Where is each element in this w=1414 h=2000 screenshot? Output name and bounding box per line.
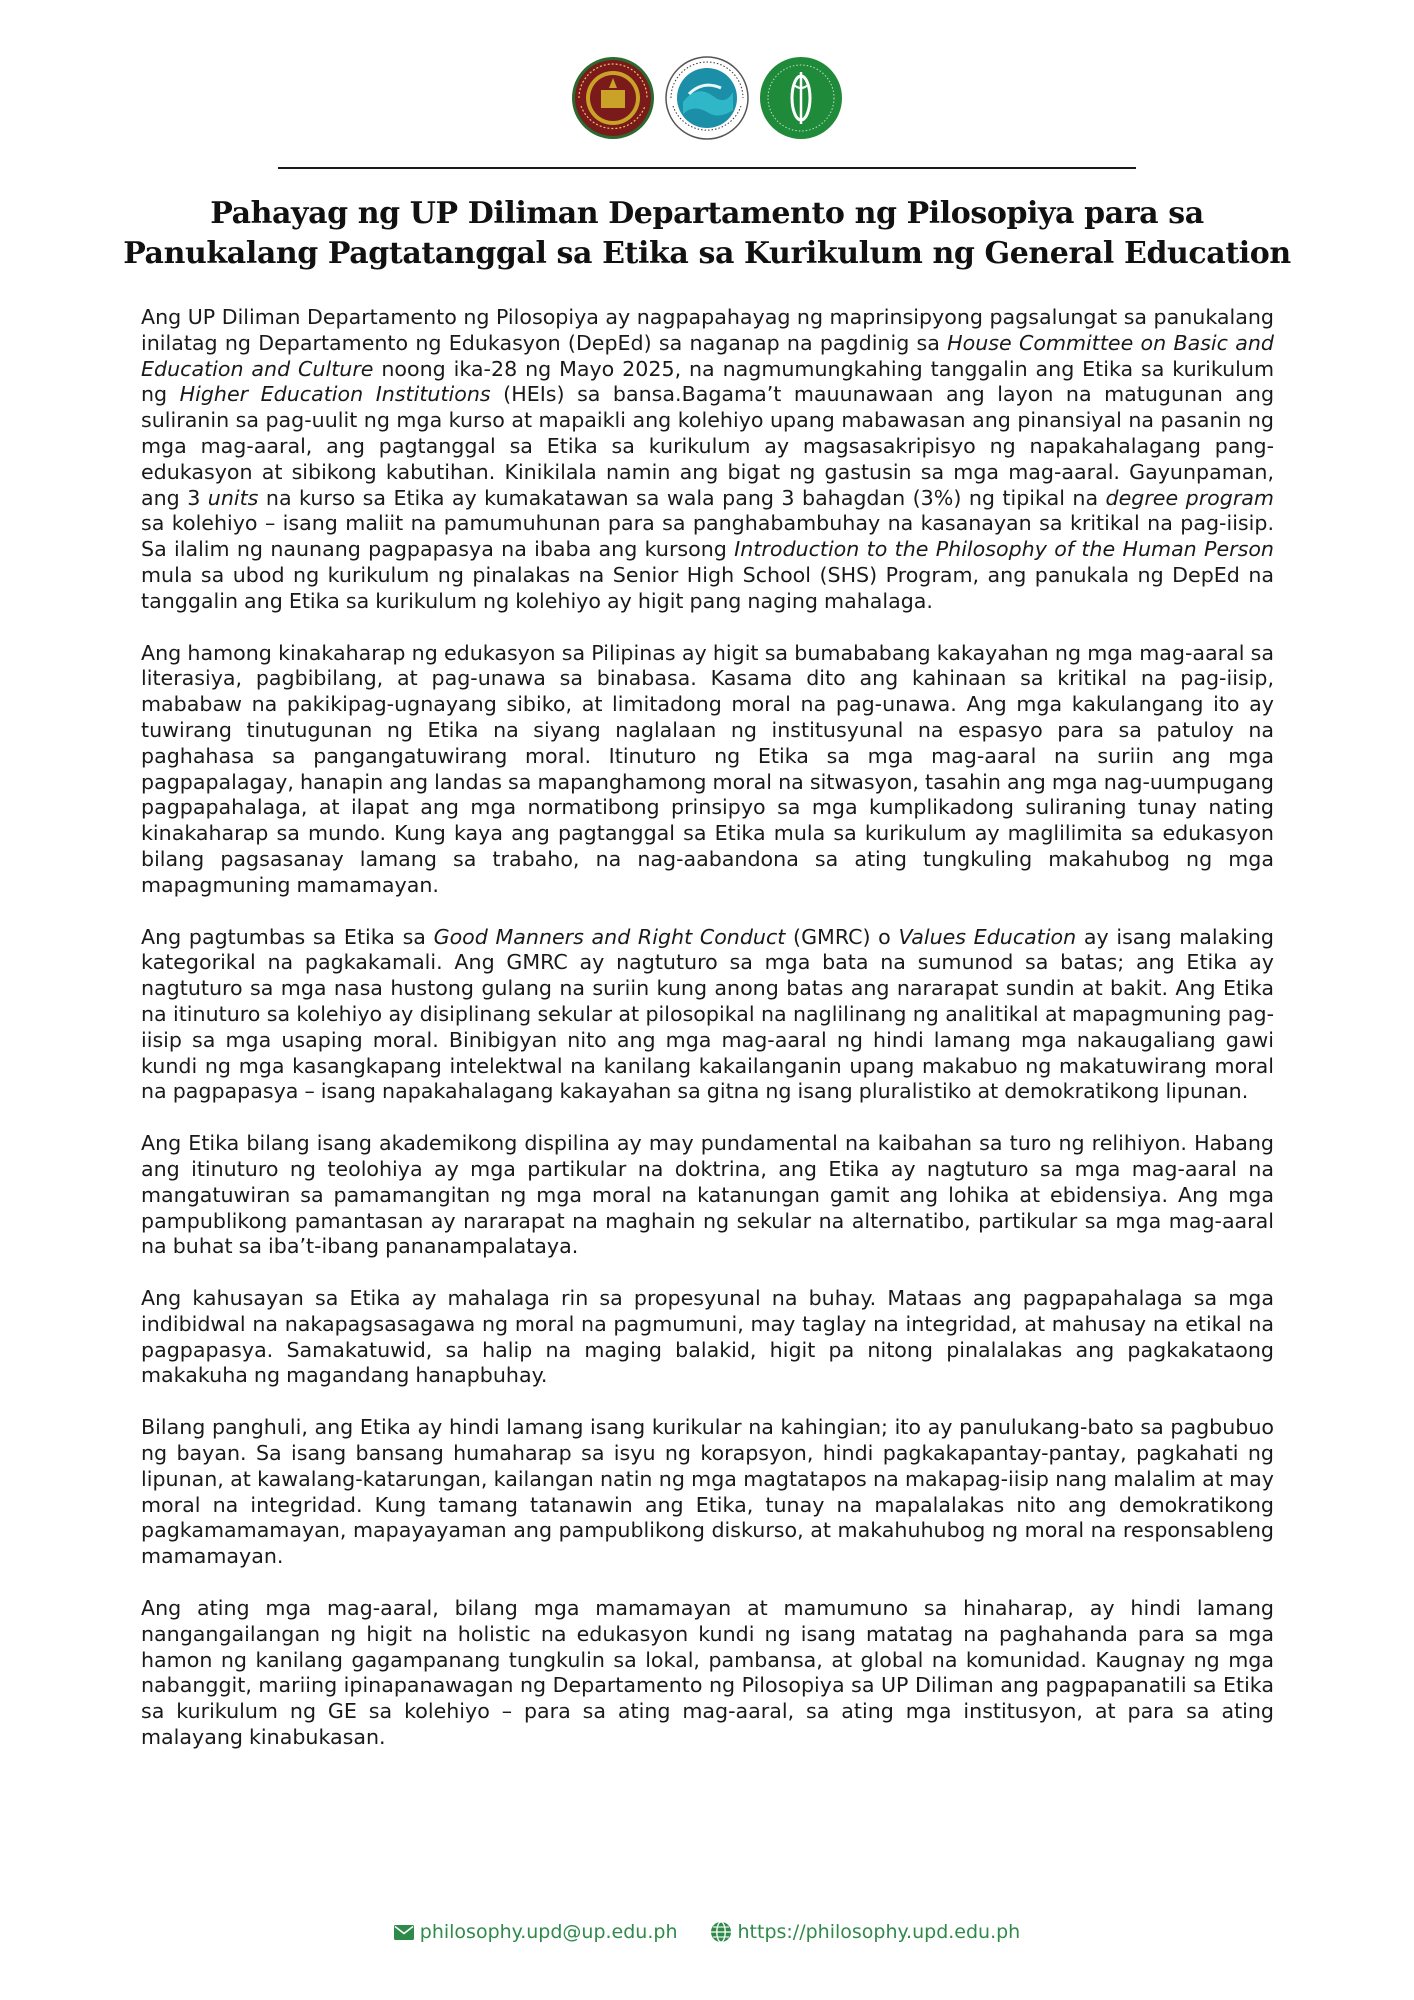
body-paragraph — [141, 1596, 1274, 1751]
document-title — [90, 194, 1324, 274]
text-segment: Ang Etika bilang isang akademikong dispilina ay may pundamental na kaibahan sa turo ng relihiyon. Habang ang itinuturo ng teolohiya ay mga partikular na doktrina, ang Etika ay nagtuturo sa mga mag-aaral na mangatuwiran sa pamamangitan ng mga moral na katanungan gamit ang lohika at ebidensiya. Ang mga pampublikong pamantasan ay nararapat na maghain ng sekular na alternatibo, partikular sa mga mag-aaral na buhat sa iba’t-ibang pananampalataya. — [141, 1131, 1274, 1259]
department-seal-logo — [757, 54, 845, 142]
body-paragraph — [141, 305, 1274, 615]
text-segment: Bilang panghuli, ang Etika ay hindi lamang isang kurikular na kahingian; ito ay panulukang-bato sa pagbubuo ng bayan. Sa isang bansang humaharap sa isyu ng korapsyon, hindi pagkakapantay-pantay, pagkahati ng lipunan, at kawalang-katarungan, kailangan natin ng mga magtatapos na makapag-iisip nang malalim at may moral na integridad. Kung tamang tatanawin ang Etika, tunay na mapalalakas nito ang demokratikong pagkamamamayan, mapayayaman ang pampublikong diskurso, at makahuhubog ng moral na responsableng mamamayan. — [141, 1415, 1274, 1569]
italic-phrase: degree program — [1105, 485, 1274, 510]
italic-phrase: Values Education — [898, 924, 1077, 949]
header-divider — [278, 167, 1136, 169]
footer-website[interactable] — [710, 1921, 1021, 1943]
statement-body — [141, 305, 1274, 1777]
text-segment: (GMRC) o — [785, 924, 899, 949]
text-segment: Ang UP Diliman Departamento ng Pilosopiya ay nagpapahayag ng maprinsipyong pagsalungat sa panukalang inilatag ng Departamento ng Edukasyon (DepEd) sa naganap na pagdinig sa — [141, 305, 1274, 355]
header-logos — [0, 54, 1414, 142]
text-segment: Ang hamong kinakaharap ng edukasyon sa Pilipinas ay higit sa bumababang kakayahan ng mga mag-aaral sa literasiya, pagbibilang, at pag-unawa sa binabasa. Kasama dito ang kahinaan sa kritikal na pag-iisip, mababaw na pakikipag-ugnayang sibiko, at limitadong moral na pag-unawa. Ang mga kakulangang ito ay tuwirang tinutugunan ng Etika na siyang naglalaan ng institusyunal na espasyo para sa patuloy na paghahasa sa pangangatuwirang moral. Itinuturo ng Etika sa mga mag-aaral na suriin ang mga pagpapalagay, hanapin ang landas sa mapanghamong moral na sitwasyon, tasahin ang mga nag-uumpugang pagpapahalaga, at ilapat ang mga normatibong prinsipyo sa mga kumplikadong suliraning tunay nating kinakaharap sa mundo. Kung kaya ang pagtanggal sa Etika mula sa kurikulum ay maglilimita sa edukasyon bilang pagsasanay lamang sa trabaho, na nag-aabandona sa ating tungkuling makahubog ng mga mapagmuning mamamayan. — [141, 640, 1274, 897]
text-segment: Ang pagtumbas sa Etika sa — [141, 924, 434, 949]
website-link[interactable]: https://philosophy.upd.edu.ph — [737, 1921, 1021, 1943]
title-line-2: Panukalang Pagtatanggal sa Etika sa Kurikulum ng General Education — [123, 236, 1291, 271]
text-segment: noong ika-28 ng Mayo 2025, na nagmumungkahing tanggalin ang Etika sa kurikulum ng — [141, 356, 1275, 407]
email-link[interactable]: philosophy.upd@up.edu.ph — [419, 1921, 678, 1943]
up-seal-logo — [569, 54, 657, 142]
body-paragraph — [141, 1415, 1274, 1570]
body-paragraph — [141, 641, 1274, 899]
text-segment: sa kolehiyo – isang maliit na pamumuhunan para sa panghabambuhay na kasanayan sa kritikal na pag-iisip. Sa ilalim ng naunang pagpapasya na ibaba ang kursong — [141, 511, 1274, 562]
text-segment: mula sa ubod ng kurikulum ng pinalakas na Senior High School (SHS) Program, ang panukala ng DepEd na tanggalin ang Etika sa kurikulum ng kolehiyo ay higit pang naging mahalaga. — [141, 562, 1274, 613]
text-segment: Ang ating mga mag-aaral, bilang mga mamamayan at mamumuno sa hinaharap, ay hindi lamang nangangailangan ng higit na holistic na edukasyon kundi ng isang matatag na paghahanda para sa mga hamon ng kanilang gagampanang tungkulin sa lokal, pambansa, at global na komunidad. Kaugnay ng mga nabanggit, mariing ipinapanawagan ng Departamento ng Pilosopiya sa UP Diliman ang pagpapanatili sa Etika sa kurikulum ng GE sa kolehiyo – para sa ating mag-aaral, sa ating mga institusyon, at para sa ating malayang kinabukasan. — [141, 1596, 1274, 1750]
body-paragraph — [141, 1286, 1274, 1389]
envelope-icon — [394, 1925, 414, 1940]
title-line-1: Pahayag ng UP Diliman Departamento ng Pilosopiya para sa — [210, 196, 1204, 231]
body-paragraph — [141, 1131, 1274, 1260]
globe-icon — [710, 1921, 732, 1943]
italic-phrase: units — [207, 485, 259, 510]
italic-phrase: House Committee on Basic and Education and Culture — [141, 330, 1274, 381]
footer-email[interactable] — [394, 1921, 678, 1943]
italic-phrase: Good Manners and Right Conduct — [433, 924, 786, 949]
text-segment: Ang kahusayan sa Etika ay mahalaga rin sa propesyunal na buhay. Mataas ang pagpapahalaga sa mga indibidwal na nakapagsasagawa ng moral na pagmumuni, may taglay na integridad, at mahusay na etikal na pagpapasya. Samakatuwid, sa halip na maging balakid, higit pa nitong pinalalakas ang pagkakataong makakuha ng magandang hanapbuhay. — [141, 1286, 1274, 1388]
text-segment: (HEIs) sa bansa.Bagama’t mauunawaan ang layon na matugunan ang suliranin sa pag-uulit ng mga kurso at mapaikli ang kolehiyo upang mabawasan ang pinansiyal na pasanin ng mga mag-aaral, ang pagtanggal sa Etika sa kurikulum ay magsasakripisyo ng napakahalagang pang-edukasyon at sibikong kabutihan. Kinikilala namin ang bigat ng gastusin sa mga mag-aaral. Gayunpaman, ang 3 — [141, 382, 1275, 510]
footer-contact — [0, 1921, 1414, 1943]
text-segment: ay isang malaking kategorikal na pagkakamali. Ang GMRC ay nagtuturo sa mga bata na sumunod sa batas; ang Etika ay nagtuturo sa mga nasa hustong gulang na suriin kung anong batas ang nararapat sundin at bakit. Ang Etika na itinuturo sa kolehiyo ay disiplinang sekular at pilosopikal na naglilinang ng analitikal at mapagmuning pag-iisip sa mga usaping moral. Binibigyan nito ang mga mag-aaral ng hindi lamang mga nakaugaliang gawi kundi ng mga kasangkapang intelektwal na kanilang kakailanganin upang makabuo ng makatuwirang moral na pagpapasya – isang napakahalagang kakayahan sa gitna ng isang pluralistiko at demokratikong lipunan. — [141, 924, 1275, 1104]
college-seal-logo — [663, 54, 751, 142]
italic-phrase: Higher Education Institutions — [179, 382, 491, 407]
body-paragraph — [141, 925, 1274, 1106]
text-segment: na kurso sa Etika ay kumakatawan sa wala pang 3 bahagdan (3%) ng tipikal na — [258, 485, 1106, 510]
italic-phrase: Introduction to the Philosophy of the Human Person — [734, 537, 1274, 562]
